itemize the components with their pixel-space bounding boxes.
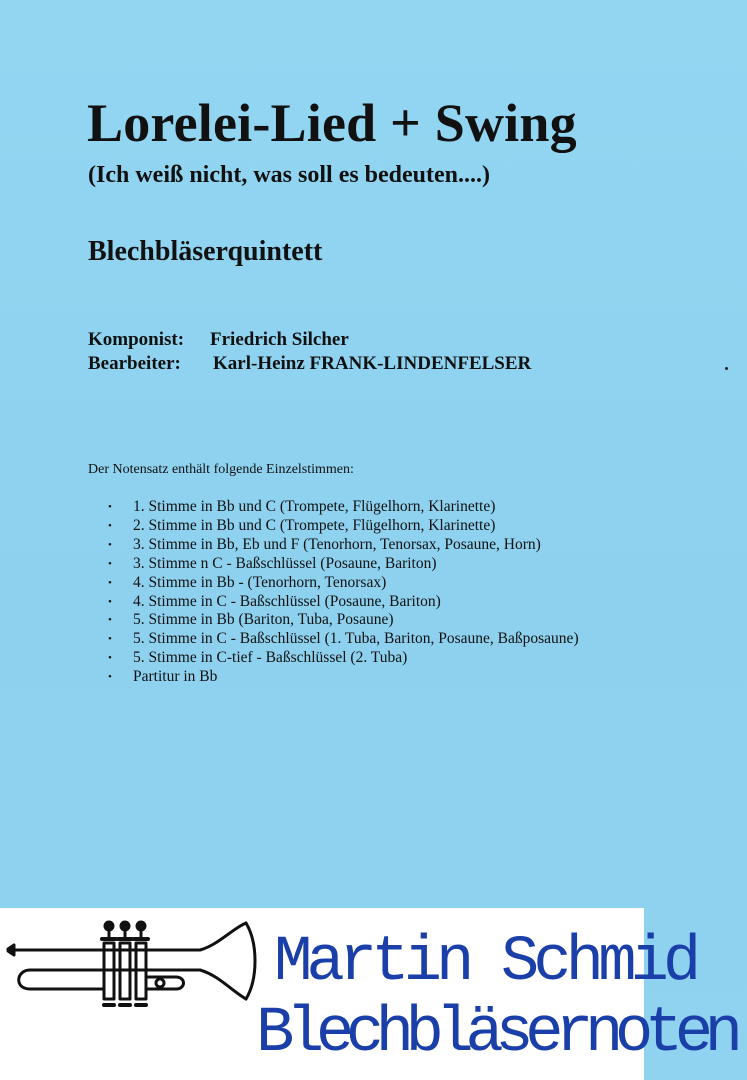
- ensemble-heading: Blechbläserquintett: [88, 236, 323, 267]
- part-label: Partitur in Bb: [133, 668, 218, 686]
- bullet-icon: •: [108, 633, 112, 646]
- bullet-icon: •: [108, 501, 112, 513]
- part-label: 4. Stimme in Bb - (Tenorhorn, Tenorsax): [133, 573, 387, 591]
- list-item: [108, 630, 579, 649]
- list-item: [108, 517, 579, 536]
- bullet-icon: •: [108, 519, 112, 532]
- list-item: [108, 649, 579, 668]
- list-item: [108, 574, 579, 593]
- trumpet-icon: [0, 915, 270, 1015]
- bullet-icon: •: [108, 614, 112, 627]
- bullet-icon: •: [108, 652, 112, 665]
- scan-speck: [725, 367, 728, 370]
- part-label: 5. Stimme in Bb (Bariton, Tuba, Posaune): [133, 611, 394, 629]
- page-title: Lorelei-Lied + Swing: [87, 93, 577, 153]
- list-item: [108, 611, 579, 630]
- list-item: [108, 668, 579, 687]
- credit-row-arranger: [88, 352, 531, 376]
- credit-row-composer: [88, 328, 531, 352]
- bullet-icon: •: [108, 595, 112, 608]
- credit-label: Bearbeiter:: [88, 353, 181, 374]
- list-item: [108, 536, 579, 555]
- part-label: 3. Stimme n C - Baßschlüssel (Posaune, Bariton): [133, 554, 437, 572]
- credit-value: Karl-Heinz FRANK-LINDENFELSER: [213, 353, 532, 374]
- bullet-icon: •: [108, 557, 112, 570]
- part-label: 3. Stimme in Bb, Eb und F (Tenorhorn, Tenorsax, Posaune, Horn): [133, 535, 541, 553]
- bullet-icon: •: [108, 538, 112, 551]
- part-label: 1. Stimme in Bb und C (Trompete, Flügelhorn, Klarinette): [133, 498, 496, 515]
- watermark-brand-name: Martin Schmid: [274, 927, 696, 999]
- bullet-icon: •: [108, 671, 112, 684]
- bullet-icon: •: [108, 576, 112, 589]
- part-label: 4. Stimme in C - Baßschlüssel (Posaune, Bariton): [133, 592, 441, 610]
- parts-list: [108, 498, 579, 687]
- parts-intro: Der Notensatz enthält folgende Einzelstimmen:: [88, 462, 354, 477]
- list-item: [108, 593, 579, 612]
- subtitle: (Ich weiß nicht, was soll es bedeuten....): [88, 162, 491, 188]
- list-item: [108, 498, 579, 517]
- part-label: 2. Stimme in Bb und C (Trompete, Flügelhorn, Klarinette): [133, 516, 496, 534]
- part-label: 5. Stimme in C - Baßschlüssel (1. Tuba, Bariton, Posaune, Baßposaune): [133, 630, 579, 648]
- part-label: 5. Stimme in C-tief - Baßschlüssel (2. Tuba): [133, 649, 408, 667]
- list-item: [108, 555, 579, 574]
- watermark-brand-subtitle: Blechbläsernoten: [256, 998, 735, 1070]
- credit-value: Friedrich Silcher: [210, 329, 349, 350]
- credit-label: Komponist:: [88, 329, 185, 350]
- credits-block: [88, 328, 531, 376]
